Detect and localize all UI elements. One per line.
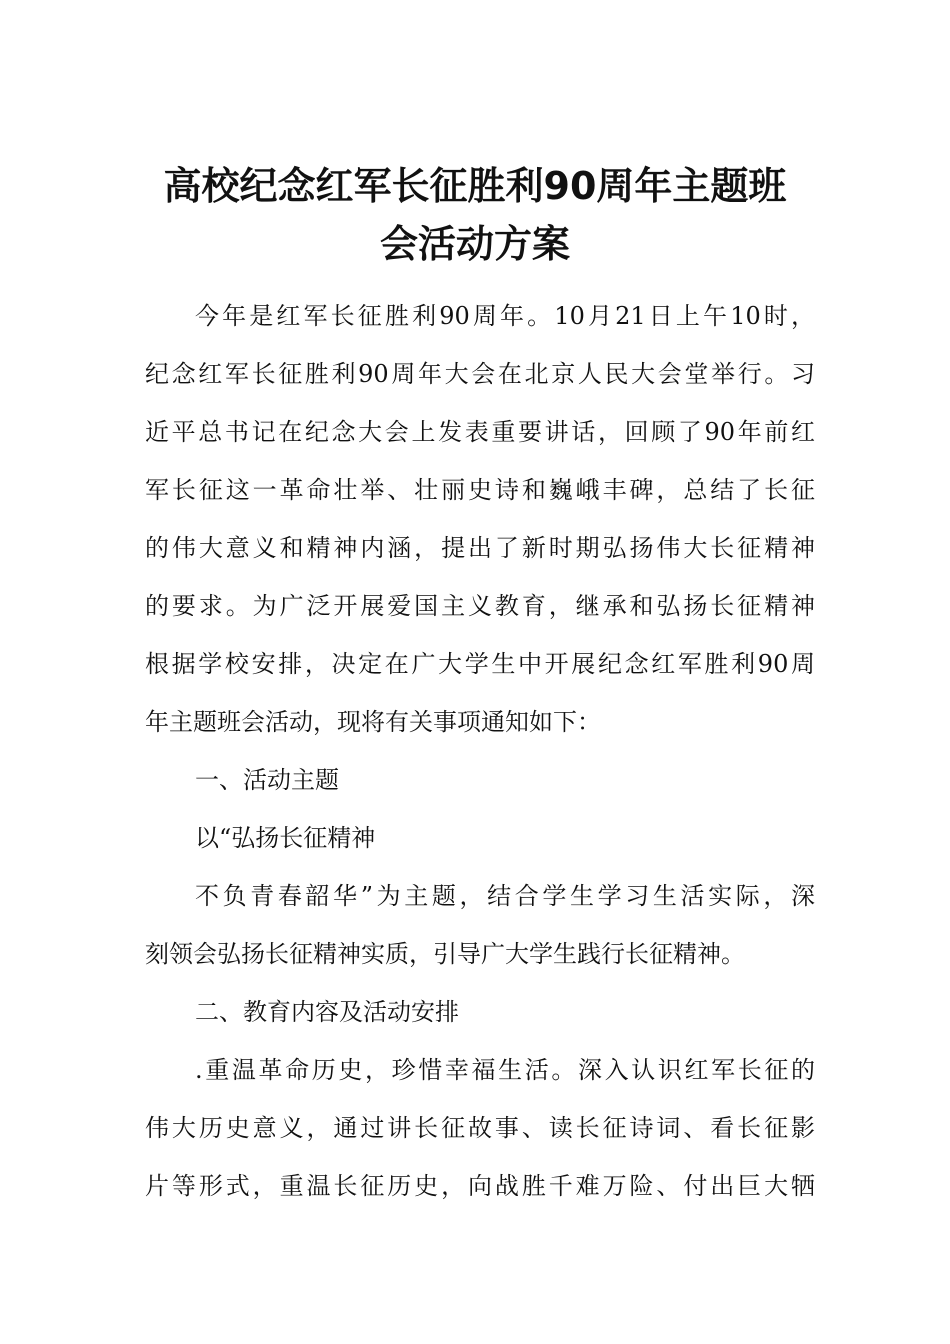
paragraph-line: 年主题班会活动，现将有关事项通知如下：	[145, 708, 601, 736]
paragraph-line: 今年是红军长征胜利90周年。10月21日上午10时，	[195, 302, 815, 330]
paragraph-line: 刻领会弘扬长征精神实质，引导广大学生践行长征精神。	[145, 940, 745, 968]
paragraph-line: 的要求。为广泛开展爱国主义教育，继承和弘扬长征精神	[145, 592, 815, 620]
paragraph-line: 根据学校安排，决定在广大学生中开展纪念红军胜利90周	[145, 650, 815, 678]
paragraph-line: 纪念红军长征胜利90周年大会在北京人民大会堂举行。习	[145, 360, 815, 388]
document-title-line-1: 高校纪念红军长征胜利90周年主题班	[163, 164, 787, 208]
paragraph-line: 近平总书记在纪念大会上发表重要讲话，回顾了90年前红	[145, 418, 815, 446]
paragraph-line: 以“弘扬长征精神	[195, 824, 376, 852]
paragraph-line: 的伟大意义和精神内涵，提出了新时期弘扬伟大长征精神	[145, 534, 815, 562]
paragraph-line: 伟大历史意义，通过讲长征故事、读长征诗词、看长征影	[145, 1114, 815, 1142]
paragraph-line: 不负青春韶华”为主题，结合学生学习生活实际，深	[195, 882, 815, 910]
paragraph-line: 片等形式，重温长征历史，向战胜千难万险、付出巨大牺	[145, 1172, 815, 1200]
paragraph-line: 军长征这一革命壮举、壮丽史诗和巍峨丰碑，总结了长征	[145, 476, 815, 504]
document-title-line-2: 会活动方案	[379, 222, 570, 266]
paragraph-line: .重温革命历史，珍惜幸福生活。深入认识红军长征的	[195, 1056, 815, 1084]
section-heading: 一、活动主题	[195, 766, 339, 794]
section-heading: 二、教育内容及活动安排	[195, 998, 459, 1026]
